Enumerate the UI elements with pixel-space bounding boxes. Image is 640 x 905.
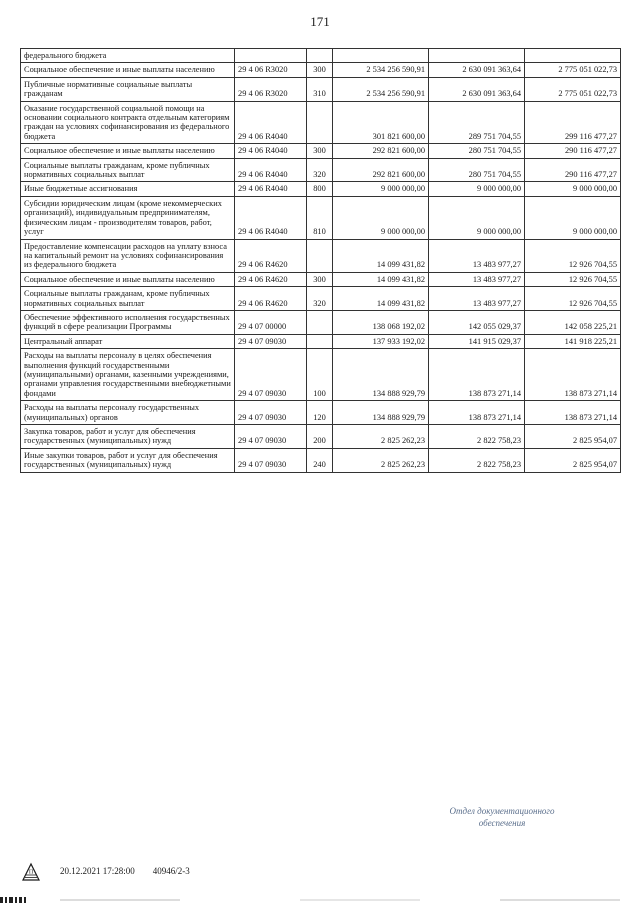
row-name-cell: Иные бюджетные ассигнования — [21, 182, 235, 196]
target-article-code-cell: 29 4 06 R4040 — [235, 144, 307, 158]
target-article-code-cell: 29 4 06 R4040 — [235, 196, 307, 239]
expense-type-code-cell: 810 — [307, 196, 333, 239]
expense-type-code-cell — [307, 49, 333, 63]
table-row — [21, 77, 621, 101]
amount-year-3-cell: 2 825 954,07 — [525, 425, 621, 449]
footer — [20, 860, 620, 882]
amount-year-3-cell: 9 000 000,00 — [525, 182, 621, 196]
amount-year-1-cell: 2 825 262,23 — [333, 448, 429, 472]
amount-year-3-cell: 12 926 704,55 — [525, 239, 621, 272]
expense-type-code-cell: 100 — [307, 349, 333, 401]
amount-year-2-cell: 142 055 029,37 — [429, 310, 525, 334]
amount-year-3-cell: 290 116 477,27 — [525, 144, 621, 158]
row-name-cell: Обеспечение эффективного исполнения государственных функций в сфере реализации Программы — [21, 310, 235, 334]
amount-year-3-cell: 141 918 225,21 — [525, 334, 621, 348]
stamp-line-1: Отдел документационного — [449, 806, 555, 816]
amount-year-2-cell — [429, 49, 525, 63]
table-row — [21, 287, 621, 311]
amount-year-3-cell: 2 825 954,07 — [525, 448, 621, 472]
amount-year-3-cell — [525, 49, 621, 63]
row-name-cell: Закупка товаров, работ и услуг для обеспечения государственных (муниципальных) нужд — [21, 425, 235, 449]
amount-year-2-cell: 280 751 704,55 — [429, 144, 525, 158]
amount-year-1-cell: 134 888 929,79 — [333, 349, 429, 401]
expense-type-code-cell — [307, 101, 333, 144]
target-article-code-cell: 29 4 06 R4040 — [235, 101, 307, 144]
row-name-cell: Расходы на выплаты персоналу государственных (муниципальных) органов — [21, 401, 235, 425]
amount-year-1-cell: 134 888 929,79 — [333, 401, 429, 425]
amount-year-1-cell: 137 933 192,02 — [333, 334, 429, 348]
expense-type-code-cell: 300 — [307, 272, 333, 286]
amount-year-1-cell: 2 534 256 590,91 — [333, 77, 429, 101]
row-name-cell: Социальные выплаты гражданам, кроме публичных нормативных социальных выплат — [21, 158, 235, 182]
target-article-code-cell: 29 4 07 00000 — [235, 310, 307, 334]
amount-year-1-cell: 292 821 600,00 — [333, 158, 429, 182]
row-name-cell: Оказание государственной социальной помощи на основании социального контракта отдельным категориям граждан на условиях софинансирования из федерального бюджета — [21, 101, 235, 144]
row-name-cell: Социальное обеспечение и иные выплаты населению — [21, 272, 235, 286]
expense-type-code-cell — [307, 239, 333, 272]
amount-year-1-cell: 9 000 000,00 — [333, 196, 429, 239]
target-article-code-cell: 29 4 06 R4040 — [235, 158, 307, 182]
page-number: 171 — [310, 14, 330, 29]
amount-year-2-cell: 289 751 704,55 — [429, 101, 525, 144]
scan-edge-noise — [0, 893, 640, 905]
amount-year-2-cell: 9 000 000,00 — [429, 196, 525, 239]
amount-year-3-cell: 299 116 477,27 — [525, 101, 621, 144]
amount-year-3-cell: 12 926 704,55 — [525, 287, 621, 311]
table-row — [21, 49, 621, 63]
expense-type-code-cell — [307, 334, 333, 348]
amount-year-3-cell: 290 116 477,27 — [525, 158, 621, 182]
logo-mark: П — [28, 869, 34, 876]
amount-year-2-cell: 2 822 758,23 — [429, 425, 525, 449]
table-row — [21, 334, 621, 348]
amount-year-1-cell: 301 821 600,00 — [333, 101, 429, 144]
expense-type-code-cell: 300 — [307, 63, 333, 77]
row-name-cell: Предоставление компенсации расходов на уплату взноса на капитальный ремонт на условиях софинансирования из федерального бюджета — [21, 239, 235, 272]
expense-type-code-cell: 320 — [307, 287, 333, 311]
amount-year-2-cell: 138 873 271,14 — [429, 349, 525, 401]
amount-year-1-cell: 14 099 431,82 — [333, 272, 429, 286]
row-name-cell: Центральный аппарат — [21, 334, 235, 348]
table-row — [21, 158, 621, 182]
target-article-code-cell: 29 4 07 09030 — [235, 401, 307, 425]
target-article-code-cell: 29 4 06 R4040 — [235, 182, 307, 196]
budget-table — [20, 48, 621, 473]
stamp-line-2: обеспечения — [478, 817, 526, 828]
footer-doc-id: 40946/2-3 — [152, 866, 190, 876]
amount-year-1-cell — [333, 49, 429, 63]
expense-type-code-cell: 120 — [307, 401, 333, 425]
amount-year-3-cell: 9 000 000,00 — [525, 196, 621, 239]
amount-year-2-cell: 141 915 029,37 — [429, 334, 525, 348]
table-row — [21, 401, 621, 425]
amount-year-2-cell: 9 000 000,00 — [429, 182, 525, 196]
row-name-cell: Иные закупки товаров, работ и услуг для обеспечения государственных (муниципальных) нужд — [21, 448, 235, 472]
amount-year-1-cell: 292 821 600,00 — [333, 144, 429, 158]
target-article-code-cell: 29 4 06 R4620 — [235, 239, 307, 272]
table-row — [21, 272, 621, 286]
expense-type-code-cell: 240 — [307, 448, 333, 472]
amount-year-1-cell: 2 534 256 590,91 — [333, 63, 429, 77]
row-name-cell: Расходы на выплаты персоналу в целях обеспечения выполнения функций государственными (муниципальными) органами, казенными учреждениями, органами управления государственными внебюджетными фондами — [21, 349, 235, 401]
department-stamp — [384, 806, 620, 829]
expense-type-code-cell: 310 — [307, 77, 333, 101]
table-row — [21, 101, 621, 144]
target-article-code-cell — [235, 49, 307, 63]
table-row — [21, 182, 621, 196]
table-row — [21, 196, 621, 239]
table-row — [21, 144, 621, 158]
target-article-code-cell: 29 4 07 09030 — [235, 448, 307, 472]
expense-type-code-cell: 800 — [307, 182, 333, 196]
budget-table-body — [21, 49, 621, 473]
target-article-code-cell: 29 4 07 09030 — [235, 425, 307, 449]
row-name-cell: Публичные нормативные социальные выплаты гражданам — [21, 77, 235, 101]
expense-type-code-cell: 300 — [307, 144, 333, 158]
target-article-code-cell: 29 4 06 R3020 — [235, 77, 307, 101]
registry-logo-icon — [20, 860, 42, 882]
amount-year-2-cell: 280 751 704,55 — [429, 158, 525, 182]
row-name-cell: Субсидии юридическим лицам (кроме некоммерческих организаций), индивидуальным предпринимателям, физическим лицам - производителям товаров, работ, услуг — [21, 196, 235, 239]
amount-year-1-cell: 138 068 192,02 — [333, 310, 429, 334]
table-row — [21, 239, 621, 272]
amount-year-1-cell: 9 000 000,00 — [333, 182, 429, 196]
target-article-code-cell: 29 4 07 09030 — [235, 334, 307, 348]
amount-year-1-cell: 14 099 431,82 — [333, 239, 429, 272]
amount-year-3-cell: 2 775 051 022,73 — [525, 77, 621, 101]
target-article-code-cell: 29 4 07 09030 — [235, 349, 307, 401]
amount-year-2-cell: 13 483 977,27 — [429, 272, 525, 286]
table-row — [21, 63, 621, 77]
row-name-cell: Социальное обеспечение и иные выплаты населению — [21, 144, 235, 158]
footer-datetime: 20.12.2021 17:28:00 — [60, 866, 135, 876]
target-article-code-cell: 29 4 06 R4620 — [235, 287, 307, 311]
amount-year-1-cell: 14 099 431,82 — [333, 287, 429, 311]
table-row — [21, 310, 621, 334]
amount-year-2-cell: 13 483 977,27 — [429, 239, 525, 272]
amount-year-1-cell: 2 825 262,23 — [333, 425, 429, 449]
amount-year-3-cell: 2 775 051 022,73 — [525, 63, 621, 77]
target-article-code-cell: 29 4 06 R4620 — [235, 272, 307, 286]
expense-type-code-cell — [307, 310, 333, 334]
row-name-cell: Социальное обеспечение и иные выплаты населению — [21, 63, 235, 77]
amount-year-3-cell: 138 873 271,14 — [525, 401, 621, 425]
amount-year-2-cell: 2 630 091 363,64 — [429, 77, 525, 101]
amount-year-2-cell: 2 822 758,23 — [429, 448, 525, 472]
amount-year-3-cell: 142 058 225,21 — [525, 310, 621, 334]
row-name-cell: федерального бюджета — [21, 49, 235, 63]
amount-year-3-cell: 138 873 271,14 — [525, 349, 621, 401]
row-name-cell: Социальные выплаты гражданам, кроме публичных нормативных социальных выплат — [21, 287, 235, 311]
target-article-code-cell: 29 4 06 R3020 — [235, 63, 307, 77]
amount-year-2-cell: 2 630 091 363,64 — [429, 63, 525, 77]
table-row — [21, 448, 621, 472]
table-row — [21, 349, 621, 401]
amount-year-3-cell: 12 926 704,55 — [525, 272, 621, 286]
expense-type-code-cell: 200 — [307, 425, 333, 449]
amount-year-2-cell: 138 873 271,14 — [429, 401, 525, 425]
amount-year-2-cell: 13 483 977,27 — [429, 287, 525, 311]
expense-type-code-cell: 320 — [307, 158, 333, 182]
table-row — [21, 425, 621, 449]
